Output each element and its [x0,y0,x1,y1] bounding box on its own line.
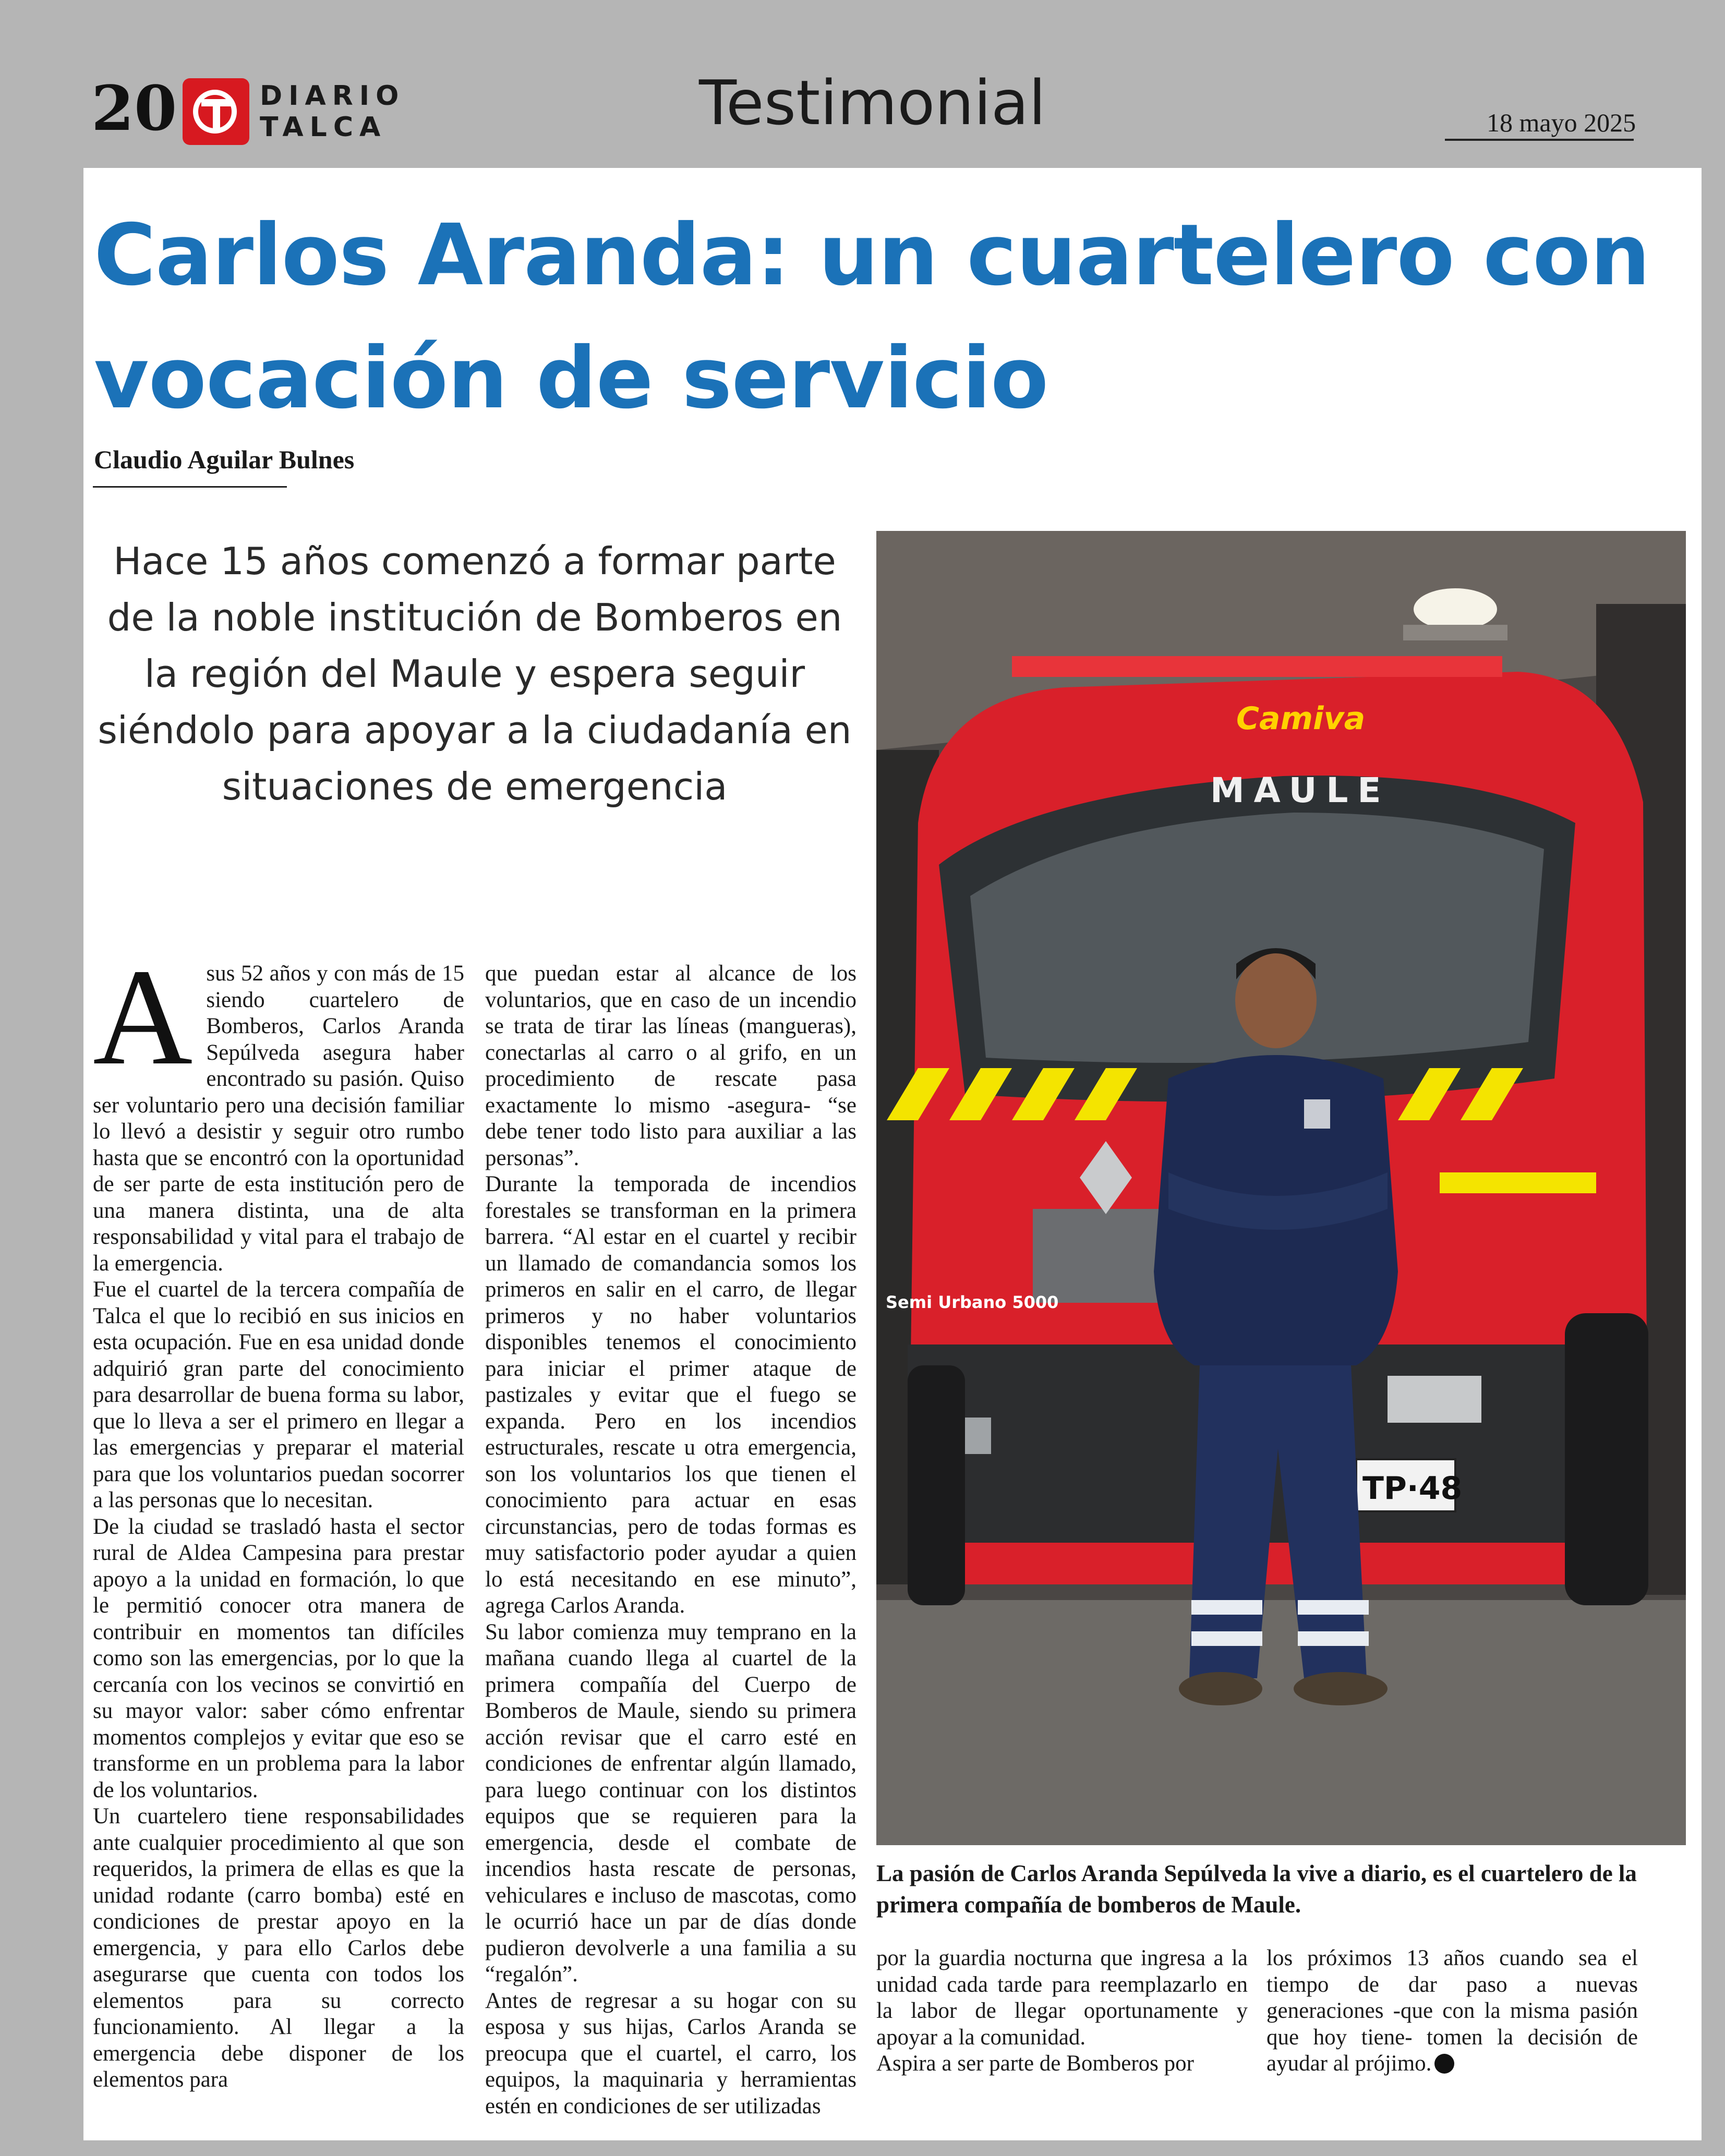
article-byline: Claudio Aguilar Bulnes [94,445,355,474]
article-column-2 [485,961,857,2119]
article-lead: Hace 15 años comenzó a formar parte de la noble institución de Bomberos en la región del Maule y espera seguir siéndolo para apoyar a la ciudadanía en situaciones de emergencia [98,539,852,808]
article-column-3 [876,1945,1248,2077]
license-plate-text: TP·48 [1362,1470,1463,1507]
end-of-article-icon [1434,2054,1454,2074]
logo-mark-icon [183,78,249,145]
article-column-4 [1266,1945,1638,2077]
logo-line-1: DIARIO [260,80,405,112]
article-photo [876,531,1686,1845]
paragraph: Fue el cuartel de la tercera compañía de Talca el que lo recibió en sus inicios en esta ocupación. Fue en esa unidad donde adquirió gran parte del conocimiento para desarrollar de buena forma su labor, que lo lleva a ser el primero en llegar a las emergencias y preparar el material para que los voluntarios puedan socorrer a las personas que lo necesitan. [93,1277,464,1512]
logo-line-2: TALCA [260,112,387,143]
drop-cap: A [93,941,193,1094]
paragraph: los próximos 13 años cuando sea el tiempo de dar paso a nuevas generaciones -que con la misma pasión que hoy tiene- tomen la decisión de ayudar al prójimo. [1266,1946,1638,2076]
logo-text [260,80,405,143]
page-number: 20 [91,72,177,144]
paragraph: por la guardia nocturna que ingresa a la unidad cada tarde para reemplazarlo en la labor de llegar oportunamente y apoyar a la comunidad. [876,1946,1248,2050]
paragraph: Su labor comienza muy temprano en la mañana cuando llega al cuartel de la primera compañía del Cuerpo de Bomberos de Maule, siendo su primera acción revisar que el carro esté en condiciones de enfrentar algún llamado, para luego continuar con los distintos equipos que se requieren para la emergencia, desde el combate de incendios hasta rescate de personas, vehiculares e incluso de mascotas, como le ocurrió hace un par de días donde pudieron devolverle a una familia a su “regalón”. [485,1619,857,1987]
paragraph: Durante la temporada de incendios forestales se transforman en la primera barrera. “Al estar en el cuartel y recibir un llamado de comandancia somos los primeros en salir en el carro, de llegar primeros y no haber voluntarios disponibles tenemos el conocimiento para iniciar el primer ataque de pastizales y evitar que el fuego se expanda. Pero en los incendios estructurales, rescate u otra emergencia, son los voluntarios los que tienen el conocimiento para actuar en esas circunstancias, pero de todas formas es muy satisfactorio poder ayudar a quien lo está necesitando en ese minuto”, agrega Carlos Aranda. [485,1172,857,1618]
truck-model-text: Semi Urbano 5000 [886,1292,1059,1312]
paragraph: De la ciudad se trasladó hasta el sector rural de Aldea Campesina para prestar apoyo a la unidad en formación, lo que le permitió conocer otra manera de contribuir en momentos tan difíciles como son las emergencias, por lo que la cercanía con los vecinos se convirtió en su mayor valor: saber cómo enfrentar momentos complejos y evitar que eso se transforme en un problema para la labor de los voluntarios. [93,1514,464,1802]
section-title: Testimonial [699,67,1046,139]
date-rule [1445,139,1634,141]
article-sheet [83,168,1702,2140]
issue-date: 18 mayo 2025 [1487,108,1636,137]
byline-rule [93,486,287,488]
article-column-1 [93,941,464,2093]
paragraph: Un cuartelero tiene responsabilidades ante cualquier procedimiento al que son requeridos, la primera de ellas es que la unidad rodante (carro bomba) esté en condiciones de prestar apoyo en la emergencia, y para ello Carlos debe asegurarse que cuenta con todos los elementos para su correcto funcionamiento. Al llegar a la emergencia debe disponer de los elementos para [93,1804,464,2092]
paragraph: Asus 52 años y con más de 15 siendo cuartelero de Bomberos, Carlos Aranda Sepúlveda asegura haber encontrado su pasión. Quiso ser voluntario pero una decisión familiar lo llevó a desistir y seguir otro rumbo hasta que se encontró con la oportunidad de ser parte de esta institución pero de una manera distinta, una de alta responsabilidad y vital para el trabajo de la emergencia. [93,941,464,1276]
paragraph: Aspira a ser parte de Bomberos por [876,2051,1194,2076]
photo-caption: La pasión de Carlos Aranda Sepúlveda la vive a diario, es el cuartelero de la primera compañía de bomberos de Maule. [876,1860,1637,1918]
paragraph: que puedan estar al alcance de los voluntarios, que en caso de un incendio se trata de tirar las líneas (mangueras), conectarlas al carro o al grifo, en un procedimiento de rescate pasa exactamente lo mismo -asegura- “se debe tener todo listo para auxiliar a las personas”. [485,961,857,1170]
truck-brand-text: Camiva [1236,700,1366,737]
paragraph: Antes de regresar a su hogar con su esposa y sus hijas, Carlos Aranda se preocupa que el cuartel, el carro, los equipos, la maquinaria y herramientas estén en condiciones de ser utilizadas [485,1988,857,2118]
article-headline: Carlos Aranda: un cuartelero con vocación de servicio [94,207,1650,428]
firefighter-photo [876,531,1686,1845]
diario-talca-logo [183,78,405,146]
truck-name-text: MAULE [1210,770,1391,810]
page-header [0,0,1725,167]
